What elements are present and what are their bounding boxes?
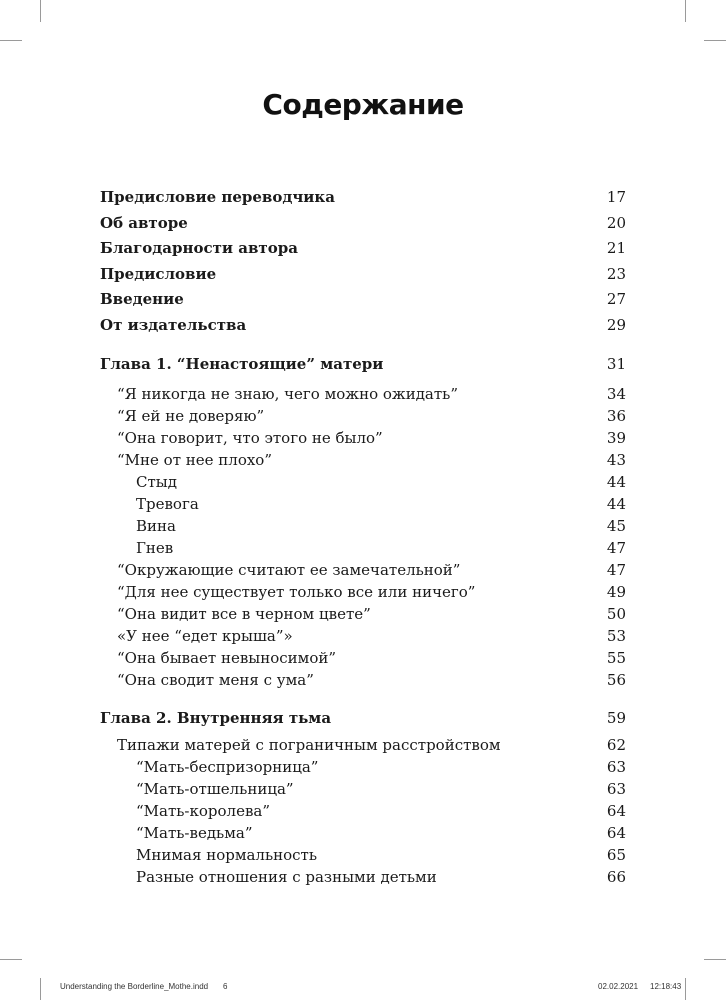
toc-entry-page: 47 [606,539,626,557]
toc-entry-page: 64 [606,802,626,820]
toc-entry [0,822,726,844]
toc-entry [0,778,726,800]
crop-mark [704,959,726,960]
toc-entry-page: 17 [606,188,626,206]
toc-entry-page: 53 [606,627,626,645]
toc-entry-page: 36 [606,407,626,425]
toc-entry [0,405,726,427]
toc-entry [0,537,726,559]
toc-entry [0,756,726,778]
toc-entry-title: Вина [136,517,176,535]
toc-entry-title: Стыд [136,473,177,491]
toc-entry-title: “Я никогда не знаю, чего можно ожидать” [117,385,459,403]
toc-entry [0,471,726,493]
toc-entry-page: 31 [606,355,626,373]
toc-entry-page: 43 [606,451,626,469]
toc-entry [0,559,726,581]
toc-entry-page: 56 [606,671,626,689]
toc-entry-title: “Я ей не доверяю” [117,407,265,425]
toc-entry-page: 44 [606,495,626,513]
toc-entry-title: Типажи матерей с пограничным расстройством [117,736,501,754]
toc-chapter [0,353,726,375]
crop-mark [0,40,22,41]
toc-entry-title: “Мать-ведьма” [136,824,253,842]
toc-entry-title: “Мать-отшельница” [136,780,294,798]
toc-entry [0,493,726,515]
crop-mark [685,978,686,1000]
toc-entry [0,647,726,669]
toc-chapter [0,707,726,729]
toc-entry [0,427,726,449]
toc-entry-title: Предисловие [100,265,217,283]
toc-entry-page: 27 [606,290,626,308]
toc-entry-page: 29 [606,316,626,334]
toc-chapter-title: Глава 2. Внутренняя тьма [100,709,332,727]
toc-entry-title: “Она сводит меня с ума” [117,671,314,689]
toc-entry-page: 62 [606,736,626,754]
toc-entry-title: “Она видит все в черном цвете” [117,605,371,623]
toc-entry [0,625,726,647]
toc-entry-title: “Окружающие считают ее замечательной” [117,561,461,579]
toc-entry-page: 23 [606,265,626,283]
toc-entry [0,314,726,336]
toc-entry-title: Тревога [136,495,199,513]
crop-mark [40,978,41,1000]
toc-entry [0,669,726,691]
toc-entry-title: “Она бывает невыносимой” [117,649,337,667]
toc-entry-title: Мнимая нормальность [136,846,318,864]
toc-entry-title: “Мать-королева” [136,802,271,820]
toc-entry-title: Благодарности автора [100,239,298,257]
toc-entry-title: Разные отношения с разными детьми [136,868,437,886]
footer-page: 6 [223,982,228,991]
toc-entry [0,734,726,756]
page-title: Содержание [262,88,464,121]
toc-entry-title: От издательства [100,316,247,334]
toc-entry-page: 49 [606,583,626,601]
toc-chapter-title: Глава 1. “Ненастоящие” матери [100,355,384,373]
toc-entry [0,515,726,537]
toc-entry [0,288,726,310]
footer-time: 12:18:43 [650,982,682,991]
crop-mark [0,959,22,960]
footer-date: 02.02.2021 [598,982,639,991]
toc-entry-page: 21 [606,239,626,257]
toc-entry-title: «У нее “едет крыша”» [117,627,293,645]
toc-entry [0,186,726,208]
toc-entry-page: 39 [606,429,626,447]
toc-entry-title: “Мать-беспризорница” [136,758,319,776]
toc-entry [0,581,726,603]
toc-entry [0,383,726,405]
toc-entry-title: “Она говорит, что этого не было” [117,429,383,447]
toc-entry-title: Предисловие переводчика [100,188,335,206]
toc-entry-page: 64 [606,824,626,842]
crop-mark [704,40,726,41]
toc-entry-page: 47 [606,561,626,579]
toc-entry [0,449,726,471]
toc-entry-page: 63 [606,758,626,776]
toc-entry [0,866,726,888]
toc-entry-page: 45 [606,517,626,535]
toc-entry-title: “Мне от нее плохо” [117,451,273,469]
toc-entry-title: “Для нее существует только все или ничего” [117,583,476,601]
toc-entry [0,844,726,866]
toc-entry [0,800,726,822]
toc-entry-page: 65 [606,846,626,864]
toc-entry-title: Об авторе [100,214,188,232]
toc-entry-page: 63 [606,780,626,798]
toc-entry-title: Гнев [136,539,174,557]
footer-file: Understanding the Borderline_Mothe.indd [60,982,209,991]
toc-entry [0,603,726,625]
toc-entry-page: 50 [606,605,626,623]
crop-mark [40,0,41,22]
toc-entry-page: 44 [606,473,626,491]
crop-mark [685,0,686,22]
toc-entry [0,237,726,259]
toc-entry-page: 55 [606,649,626,667]
toc-entry-page: 20 [606,214,626,232]
toc-entry [0,263,726,285]
toc-entry-page: 34 [606,385,626,403]
toc-entry-page: 59 [606,709,626,727]
toc-entry-page: 66 [606,868,626,886]
toc-entry [0,212,726,234]
toc-entry-title: Введение [100,290,184,308]
